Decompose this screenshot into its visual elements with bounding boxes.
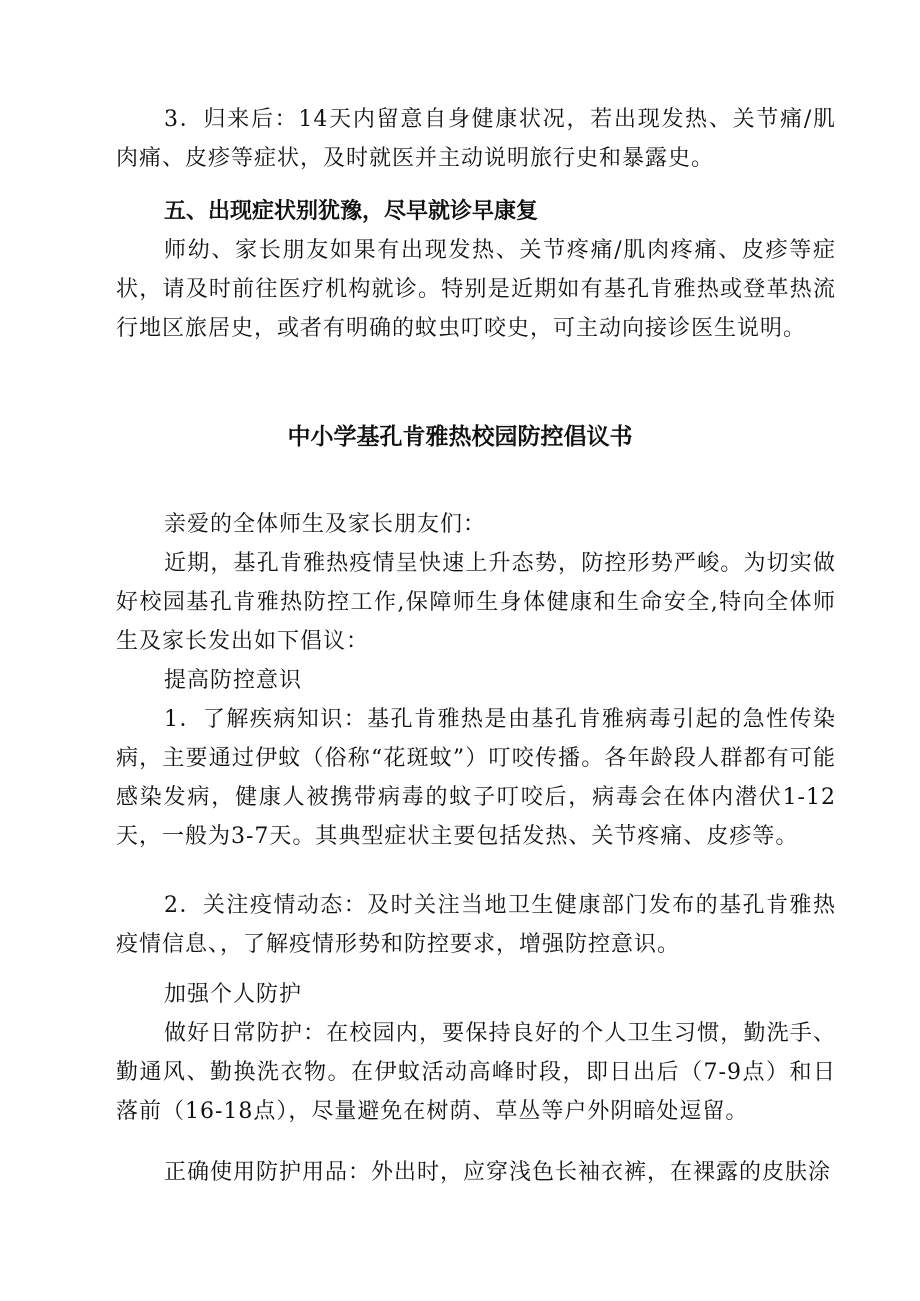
paragraph-item-2: 2．关注疫情动态：及时关注当地卫生健康部门发布的基孔肯雅热疫情信息、，了解疫情形势和防控要求，增强防控意识。 [116,893,836,957]
greeting: 亲爱的全体师生及家长朋友们： [164,512,487,537]
paragraph-section-5: 师幼、家长朋友如果有出现发热、关节疼痛/肌肉疼痛、皮疹等症状，请及时前往医疗机构就诊。特别是近期如有基孔肯雅热或登革热流行地区旅居史，或者有明确的蚊虫叮咬史，可主动向接诊医生说明。 [116,238,836,341]
subheading-protection: 加强个人防护 [164,982,303,1007]
paragraph-daily-protection: 做好日常防护：在校园内，要保持良好的个人卫生习惯，勤洗手、勤通风、勤换洗衣物。在伊蚊活动高峰时段，即日出后（7-9点）和日落前（16-18点），尽量避免在树荫、草丛等户外阴暗处逗留。 [116,1021,836,1124]
document-title: 中小学基孔肯雅热校园防控倡议书 [287,424,633,450]
section-heading-5: 五、出现症状别犹豫，尽早就诊早康复 [164,199,539,224]
paragraph-item-1: 1．了解疾病知识：基孔肯雅热是由基孔肯雅病毒引起的急性传染病，主要通过伊蚊（俗称“花斑蚊”）叮咬传播。各年龄段人群都有可能感染发病，健康人被携带病毒的蚊子叮咬后，病毒会在体内潜伏1-12天，一般为3-7天。其典型症状主要包括发热、关节疼痛、皮疹等。 [116,707,836,849]
paragraph-item-3: 3．归来后：14天内留意自身健康状况，若出现发热、关节痛/肌肉痛、皮疹等症状，及时就医并主动说明旅行史和暴露史。 [116,107,836,171]
intro-paragraph: 近期，基孔肯雅热疫情呈快速上升态势，防控形势严峻。为切实做好校园基孔肯雅热防控工作,保障师生身体健康和生命安全,特向全体师生及家长发出如下倡议： [116,551,836,654]
subheading-awareness: 提高防控意识 [164,668,303,693]
paragraph-protective-gear: 正确使用防护用品：外出时，应穿浅色长袖衣裤，在裸露的皮肤涂 [164,1160,832,1185]
